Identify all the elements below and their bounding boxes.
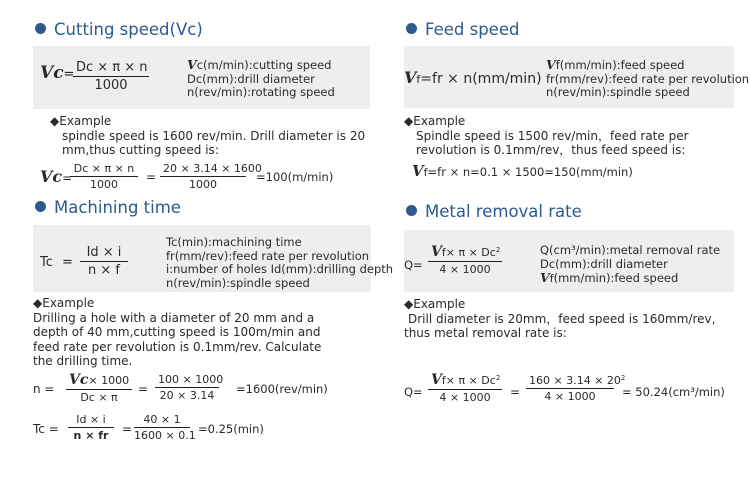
feed-formula: Vf=fr × n(mm/min) [404,68,542,87]
n-result: =1600(rev/min) [236,382,328,396]
machining-legend: Tc(min):machining time fr(mm/rev):feed rate per revolution i:number of holes Id(mm):drilling depth n(rev/min):spindle speed [166,235,394,290]
n-lhs: n = [33,382,55,396]
equals-sign: = [510,385,521,399]
machining-formula-fraction: $\frac{Id \times i}{n \times f}$ [80,245,128,278]
removal-example: ◆Example Drill diameter is 20mm，feed speed is 160mm/rev, thus metal removal rate is: [404,297,716,340]
q-calc-lhs: Q= [404,385,423,399]
metal-removal-heading: Metal removal rate [406,202,582,221]
vc-symbol-calc: Vc= [40,167,73,186]
tc-calc-fraction-1: $\frac{Id \times i}{n \times fr}$ [68,413,114,442]
tc-symbol: Tc [40,255,53,270]
bullet-dot-icon [406,23,417,34]
cutting-formula-fraction: $\frac{Dc \times \pi \times n}{1000}$ [73,60,149,93]
feed-calc: Vf=fr × n=0.1 × 1500=150(mm/min) [412,162,633,180]
feed-speed-heading: Feed speed [406,20,519,39]
equals-sign: = [146,170,157,184]
n-calc-fraction-1: $\frac{Vc\times 1000}{Dc \times \pi}$ [66,372,132,404]
removal-result: = 50.24(cm³/min) [622,385,725,399]
equals-sign: = [62,255,73,270]
vc-symbol: Vc= [40,63,75,83]
removal-legend: Q(cm³/min):metal removal rate Dc(mm):drill diameter Vf(mm/min):feed speed [540,243,721,285]
removal-formula-fraction: $\frac{Vf\times \pi \times Dc^2}{4 \times 1000}$ [428,244,502,276]
bullet-dot-icon [35,23,46,34]
cutting-result: =100(m/min) [256,170,334,184]
tc-result: =0.25(min) [198,422,264,436]
q-lhs: Q= [404,258,423,272]
cutting-legend: Vc(m/min):cutting speed Dc(mm):drill diameter n(rev/min):rotating speed [187,57,335,99]
equals-sign: = [138,382,149,396]
bullet-dot-icon [406,205,417,216]
bullet-dot-icon [35,201,46,212]
machining-time-heading: Machining time [35,198,181,217]
removal-calc-fraction-2: $\frac{160 \times 3.14 \times 20^2}{4 \times 1000}$ [526,374,614,403]
cutting-example: ◆Example spindle speed is 1600 rev/min. Drill diameter is 20 mm,thus cutting speed is: [50,114,366,157]
tc-calc-fraction-2: $\frac{40 \times 1}{1600 \times 0.1}$ [134,413,196,442]
machining-example: ◆Example Drilling a hole with a diameter of 20 mm and a depth of 40 mm,cutting speed is 100m/min and feed rate per revolution is 0.1mm/rev. Calculate the drilling time. [33,296,322,368]
feed-legend: Vf(mm/min):feed speed fr(mm/rev):feed rate per revolution n(rev/min):spindle speed [546,57,750,99]
tc-lhs: Tc = [33,422,59,436]
removal-calc-fraction-1: $\frac{Vf\times \pi \times Dc^2}{4 \times 1000}$ [428,372,502,404]
cutting-calc-fraction-1: $\frac{Dc \times \pi \times n}{1000}$ [70,162,138,191]
equals-sign: = [122,422,133,436]
cutting-speed-heading: Cutting speed(Vc) [35,20,203,39]
cutting-calc-fraction-2: $\frac{20 \times 3.14 \times 1600}{1000}$ [160,162,246,191]
feed-example: ◆Example Spindle speed is 1500 rev/min，feed rate per revolution is 0.1mm/rev，thus feed speed is: [404,114,689,157]
n-calc-fraction-2: $\frac{100 \times 1000}{20 \times 3.14}$ [155,373,219,402]
